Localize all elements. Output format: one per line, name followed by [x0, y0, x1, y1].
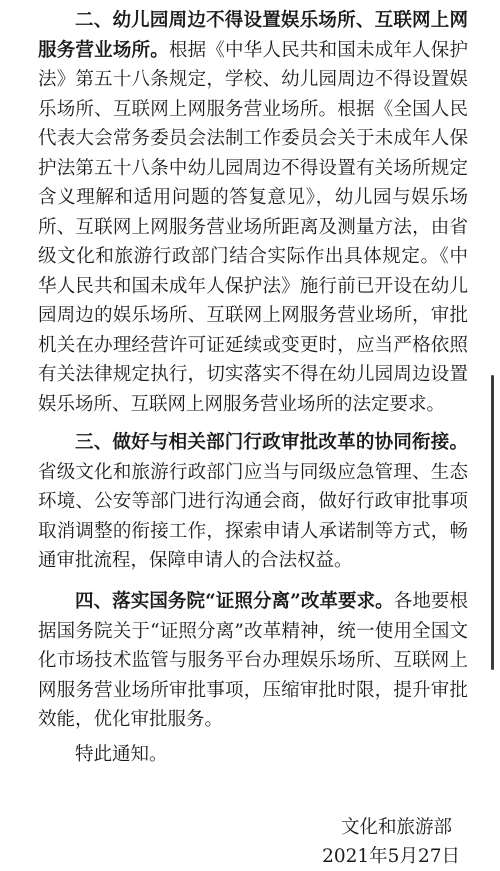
scrollbar-thumb[interactable] [491, 375, 494, 670]
paragraph-3 [38, 428, 468, 576]
closing-line: 特此通知。 [75, 744, 168, 765]
paragraph-body: 省级文化和旅游行政部门应当与同级应急管理、生态环境、公安等部门进行沟通会商，做好行政审批事项取消调整的衔接工作，探索申请人承诺制等方式，畅通审批流程，保障申请人的合法权益。 [38, 461, 468, 571]
paragraph-body: 根据《中华人民共和国未成年人保护法》第五十八条规定，学校、幼儿园周边不得设置娱乐场所、互联网上网服务营业场所。根据《全国人民代表大会常务委员会法制工作委员会关于未成年人保护法第五十八条中幼儿园周边不得设置有关场所规定含义理解和适用问题的答复意见》，幼儿园与娱乐场所、互联网上网服务营业场所距离及测量方法，由省级文化和旅游行政部门结合实际作出具体规定。《中华人民共和国未成年人保护法》施行前已开设在幼儿园周边的娱乐场所、互联网上网服务营业场所，审批机关在办理经营许可证延续或变更时，应当严格依照有关法律规定执行，切实落实不得在幼儿园周边设置娱乐场所、互联网上网服务营业场所的法定要求。 [38, 39, 468, 415]
paragraph-heading: 四、落实国务院“证照分离”改革要求。 [75, 591, 394, 612]
paragraph-body: 各地要根据国务院关于“证照分离”改革精神，统一使用全国文化市场技术监管与服务平台办理娱乐场所、互联网上网服务营业场所审批事项，压缩审批时限，提升审批效能，优化审批服务。 [38, 591, 468, 730]
paragraph-heading: 二、幼儿园周边不得设置娱乐场所、互联网上网服务营业场所。 [38, 10, 468, 61]
signature-date: 2021年5月27日 [322, 846, 460, 867]
signature-org: 文化和旅游部 [340, 817, 452, 838]
paragraph-4 [38, 587, 468, 735]
paragraph-2 [38, 6, 468, 419]
paragraph-heading: 三、做好与相关部门行政审批改革的协同衔接。 [75, 432, 468, 453]
